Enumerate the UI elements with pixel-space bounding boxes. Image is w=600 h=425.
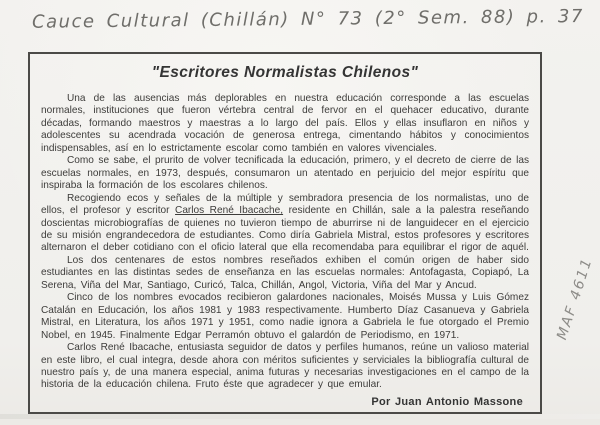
underlined-author-name: Carlos René Ibacache,: [175, 205, 284, 217]
handwritten-citation: Cauce Cultural (Chillán) N° 73 (2° Sem. 88) p. 37: [31, 5, 584, 33]
paragraph-3-text-post: residente en Chillán, sale a la palestra reseñando doscientas microbiografías de quienes no tuvieron tiempo de aburrirse ni de languidecer en el ejercicio de su misión engrandecedora de estudiantes. Como diría Gabriela Mistral, estos profesores y escritores alternaron el deber cotidiano con el oficio lateral que ella recomendaba para equilibrar el rigor de aquél.: [41, 205, 529, 254]
article-title: "Escritores Normalistas Chilenos": [151, 64, 419, 81]
paragraph-5: Cinco de los nombres evocados recibieron galardones nacionales, Moisés Mussa y Luis Gómez Catalán en Educación, los años 1981 y 1983 respectivamente. Humberto Díaz Casanueva y Gabriela Mistral, en Literatura, los años 1971 y 1951, como nadie ignora a Gabriela le fue otorgado el Premio Nobel, en 1945. Finalmente Edgar Perramón obtuvo el galardón de Periodismo, en 1971.: [41, 292, 529, 341]
paragraph-3: [41, 193, 529, 255]
paragraph-2: Como se sabe, el prurito de volver tecnificada la educación, primero, y el decreto de cierre de las escuelas normales, en 1973, después, consumaron un atentado en perjuicio del mejor espíritu que inspiraba la formación de los escolares chilenos.: [41, 155, 529, 192]
byline: Por Juan Antonio Massone: [371, 395, 523, 408]
paragraph-3-text-pre: Recogiendo ecos y señales de la múltiple y sembradora presencia de los normalistas, uno de ellos, el profesor y escritor: [41, 192, 529, 217]
paragraph-6: Carlos René Ibacache, entusiasta seguidor de datos y perfiles humanos, reúne un valioso material en este libro, el cual integra, desde ahora con méritos suficientes y serviciales la bibliografía cultural de nuestro país y, de una manera especial, anima futuras y necesarias investigaciones en el campo de la historia de la educación chilena. Fruto éste que agradecer y que emular.: [41, 342, 529, 391]
paragraph-4: Los dos centenares de estos nombres reseñados exhiben el común origen de haber sido estudiantes en las distintas sedes de enseñanza en las escuelas normales: Antofagasta, Copiapó, La Serena, Viña del Mar, Santiago, Curicó, Talca, Chillán, Angol, Victoria, Viña del Mar y Ancud.: [41, 254, 529, 291]
article-box: [28, 52, 542, 414]
handwritten-catalog-number: MAF 4611: [554, 255, 596, 342]
paragraph-1: Una de las ausencias más deplorables en nuestra educación corresponde a las escuelas normales, instituciones que fueron vértebra central de fervor en el quehacer educativo, durante décadas, formando maestros y maestras a lo largo del país. Ellos y ellas insuflaron en niños y adolescentes su acendrada vocación de generosa entrega, cimentando hábitos y conocimientos indispensables, así en lo estrictamente escolar como también en valores vivenciales.: [41, 93, 529, 154]
scan-edge-shadow: [0, 418, 600, 425]
